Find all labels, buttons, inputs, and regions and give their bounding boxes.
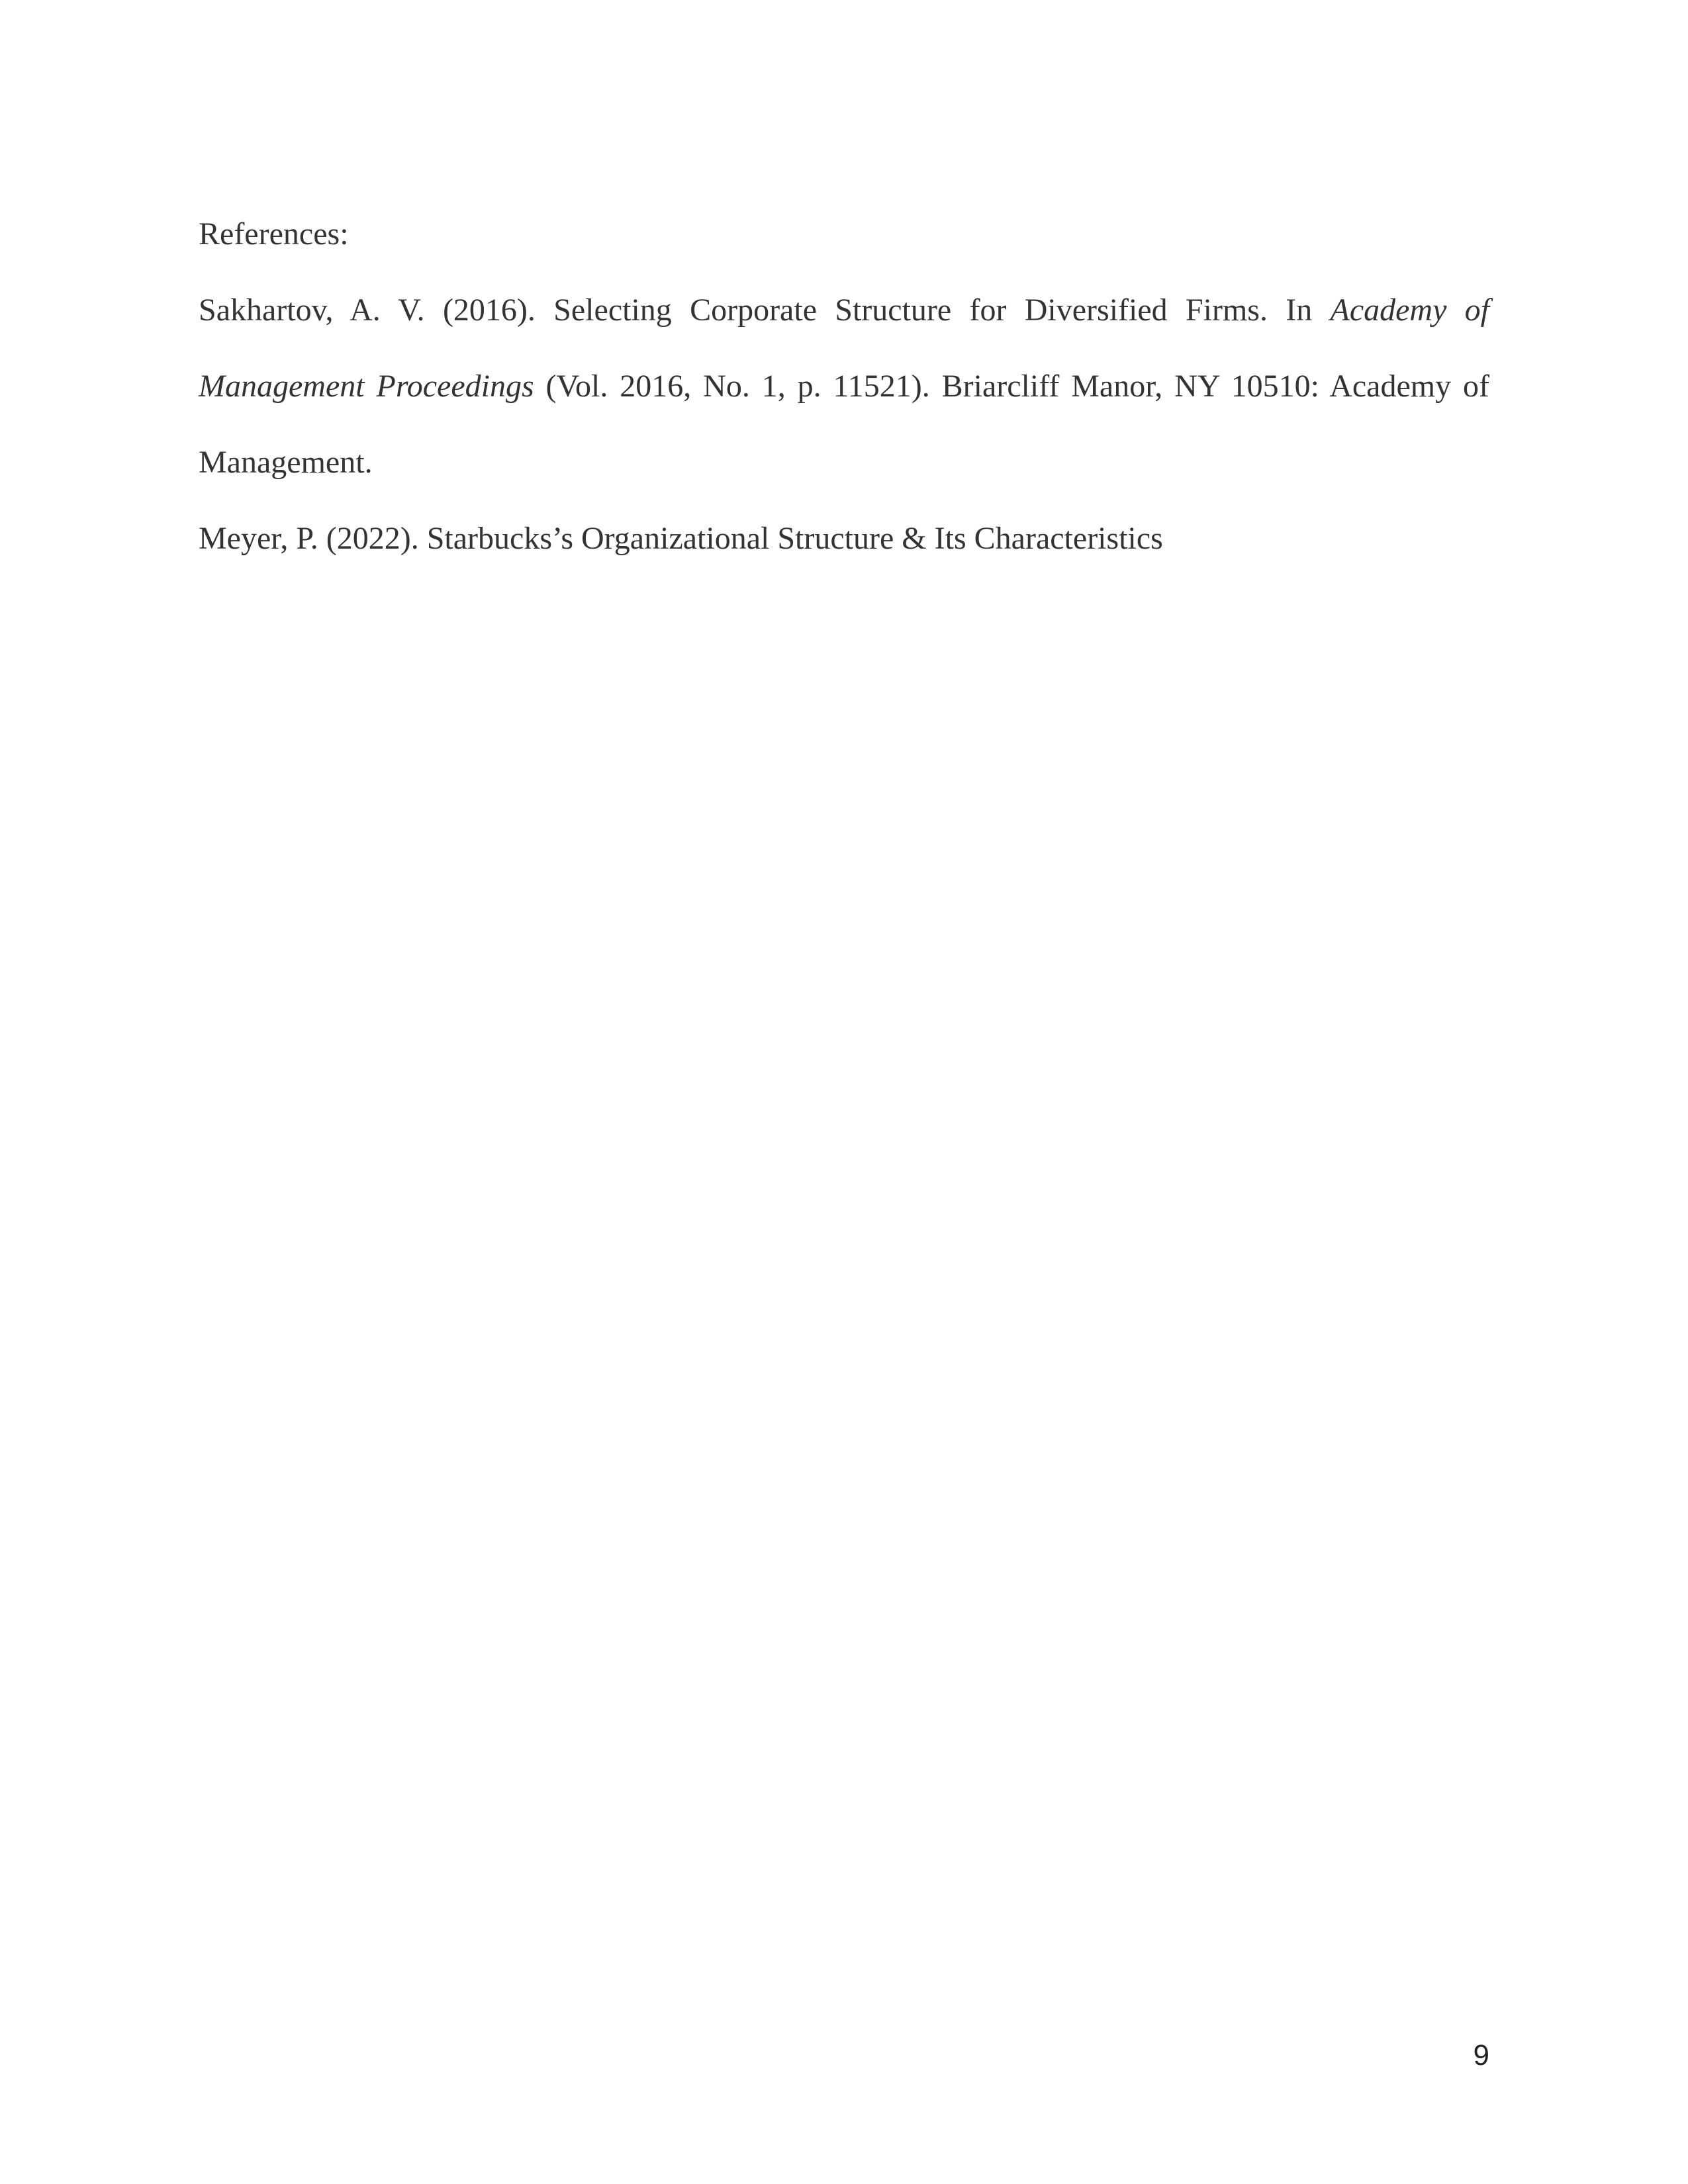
- references-section: [199, 196, 1489, 576]
- reference-entry-sakhartov: [199, 272, 1489, 500]
- reference-publication-details: (Vol. 2016, No. 1, p. 11521). Briarcliff Manor, NY 10510: Academy of Management.: [199, 369, 1490, 480]
- reference-source-title: Academy of Management Proceedings: [199, 293, 1490, 404]
- references-heading: References:: [199, 216, 349, 251]
- reference-text: Sakhartov, A. V. (2016). Selecting Corporate Structure for Diversified Firms. In: [199, 293, 1331, 328]
- page-number: 9: [1473, 2039, 1489, 2071]
- reference-entry-meyer: [199, 500, 1489, 576]
- reference-text: Meyer, P. (2022). Starbucks’s Organizational Structure & Its Characteristics: [199, 521, 1163, 556]
